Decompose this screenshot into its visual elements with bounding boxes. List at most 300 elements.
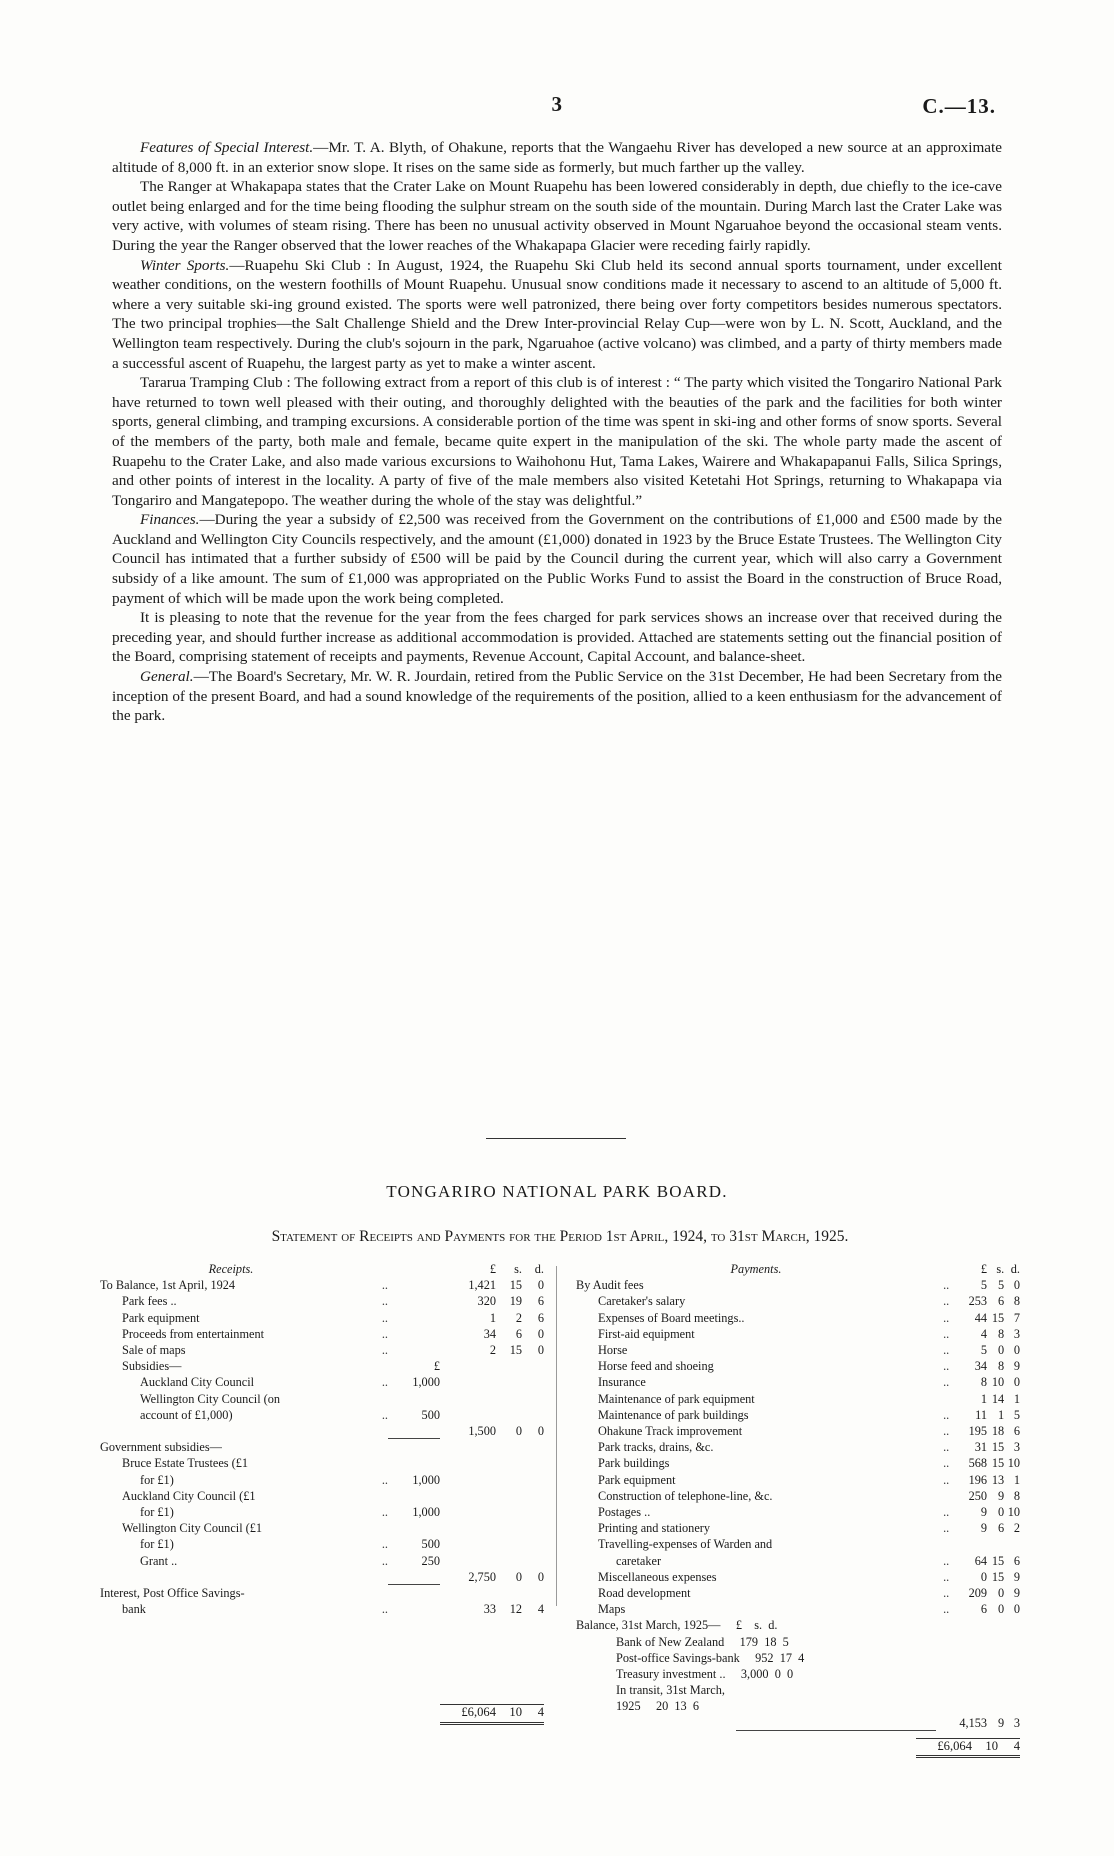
row-subtotal [388,1456,440,1472]
row-leader: .. [943,1569,950,1584]
row-description: Horse feed and shoeing [598,1359,714,1374]
row-description: Subsidies— [122,1359,182,1374]
payments-heading: Payments. [730,1262,782,1276]
row-shillings: 6 [515,1326,522,1341]
row-pence: 7 [1013,1310,1020,1325]
row-description: Park buildings [598,1456,670,1471]
document-code: C.—13. [922,94,996,118]
row-shillings: 0 [515,1569,522,1584]
row-pounds [440,1537,496,1553]
table-row [576,1521,1020,1537]
row-leader: .. [943,1586,950,1601]
row-description: Interest, Post Office Savings- [100,1586,245,1601]
balance-item-description: 1925 20 13 6 [616,1699,700,1714]
row-leader: .. [381,1602,388,1617]
table-row [576,1375,1020,1391]
row-shillings: 9 [998,1488,1005,1503]
row-subtotal [388,1570,440,1586]
balance-item-description: In transit, 31st March, [616,1683,725,1698]
table-row [100,1408,544,1424]
row-pence [522,1521,544,1537]
balance-total-row [576,1716,1020,1732]
row-pence [522,1359,544,1375]
balance-total-pounds: 4,153 [959,1715,988,1730]
row-pounds: 5 [980,1278,988,1293]
row-description: By Audit fees [576,1278,644,1293]
row-shillings: 15 [509,1278,522,1293]
table-row [576,1294,1020,1310]
row-shillings: 2 [515,1310,522,1325]
table-row [576,1456,1020,1472]
table-row [100,1424,544,1440]
row-leader: .. [381,1278,388,1293]
row-leader: .. [943,1456,950,1471]
row-shillings [496,1392,522,1408]
payments-col-shillings: s. [996,1262,1005,1276]
row-shillings [496,1505,522,1521]
row-description: Expenses of Board meetings.. [598,1310,745,1325]
row-pounds [440,1408,496,1424]
row-description: for £1) [140,1537,174,1552]
paragraph: Winter Sports.—Ruapehu Ski Club : In August, 1924, the Ruapehu Ski Club held its second annual sports tournament, under excellent weather conditions, on the western foothills of Mount Ruapehu. Unusual snow conditions made it necessary to ascend to an altitude of 5,000 ft. where a very suitable ski-ing ground existed. The sports were well patronized, there being over forty competitors besides numerous spectators. The two principal trophies—the Salt Challenge Shield and the Drew Inter-provincial Relay Cup—were won by L. N. Scott, Auckland, and the Wellington team respectively. During the club's sojourn in the park, Ngaruahoe (active volcano) was climbed, and a party of thirty members made a successful ascent of Ruapehu, the largest party as yet to make a winter ascent. [112,256,1002,372]
row-shillings: 0 [515,1424,522,1439]
row-shillings: 8 [998,1326,1005,1341]
row-description: for £1) [140,1472,174,1487]
row-subtotal [388,1311,440,1327]
table-row [100,1521,544,1537]
row-pounds: 209 [968,1586,988,1601]
row-pence: 0 [1013,1343,1020,1358]
row-pounds [949,1537,987,1553]
row-subtotal [388,1343,440,1359]
section-divider-rule [486,1138,626,1139]
table-row [100,1392,544,1408]
paragraph: Finances.—During the year a subsidy of £2,500 was received from the Government on the contributions of £1,000 and £500 made by the Auckland and Wellington City Councils respectively, and the amount (£1,000) donated in 1923 by the Bruce Estate Trustees. The Wellington City Council has intimated that a further subsidy of £500 will be paid by the Council during the current year, which will also carry a Government subsidy of a like amount. The sum of £1,000 was appropriated on the Public Works Fund to assist the Board in the construction of Bruce Road, payment of which will be made upon the work being completed. [112,511,1002,607]
table-row [100,1537,544,1553]
row-description: To Balance, 1st April, 1924 [100,1278,236,1293]
row-pence: 2 [1013,1521,1020,1536]
row-leader [362,1456,388,1472]
balance-item-row [576,1683,1020,1699]
row-leader: .. [381,1310,388,1325]
row-shillings [496,1456,522,1472]
row-pounds: 11 [975,1407,988,1422]
payments-header-row [576,1262,1020,1278]
row-description [100,1570,362,1586]
row-pence: 6 [1013,1424,1020,1439]
receipts-col-pounds: £ [489,1262,496,1276]
paragraph: It is pleasing to note that the revenue for the year from the fees charged for park services shows an increase over that received during the preceding year, and should further increase as additional accommodation is provided. Attached are statements setting out the financial position of the Board, comprising statement of receipts and payments, Revenue Account, Capital Account, and balance-sheet. [112,609,1002,666]
row-pounds: 5 [980,1343,988,1358]
row-shillings: 15 [991,1456,1005,1471]
row-pence: 9 [1013,1569,1020,1584]
receipts-col-pence: d. [534,1262,544,1276]
receipts-heading: Receipts. [208,1262,254,1276]
row-pounds [440,1375,496,1391]
row-pounds [440,1521,496,1537]
row-shillings: 15 [991,1553,1005,1568]
row-pence [522,1554,544,1570]
row-shillings [496,1586,522,1602]
row-pounds: 253 [968,1294,988,1309]
row-pounds [440,1392,496,1408]
table-row [576,1473,1020,1489]
row-shillings: 5 [998,1278,1005,1293]
row-shillings: 15 [991,1310,1005,1325]
row-pounds: 2 [489,1343,496,1358]
row-description: Proceeds from entertainment [122,1326,265,1341]
row-shillings: 8 [998,1359,1005,1374]
table-row [100,1456,544,1472]
row-pence [522,1392,544,1408]
table-row [100,1586,544,1602]
row-leader: .. [943,1505,950,1520]
row-leader: .. [381,1553,388,1568]
row-pence [522,1537,544,1553]
row-pounds: 9 [980,1505,988,1520]
payments-table [576,1262,1020,1732]
receipts-table [100,1262,544,1618]
row-pence [522,1586,544,1602]
table-row [576,1359,1020,1375]
row-subtotal [388,1489,440,1505]
body-text [112,138,1002,726]
row-pence: 0 [537,1326,544,1341]
balance-item-row [576,1635,1020,1651]
page-number: 3 [551,92,563,116]
balance-item-row [576,1699,1020,1715]
payments-col-pence: d. [1010,1262,1020,1276]
page-header [0,92,1114,122]
row-pounds: 33 [483,1602,496,1617]
row-pence: 0 [537,1343,544,1358]
table-row [576,1489,1020,1505]
row-leader: .. [943,1310,950,1325]
row-leader [362,1359,388,1375]
balance-total-shillings: 9 [998,1715,1005,1730]
statement-heading: Statement of Receipts and Payments for the Period 1st April, 1924, to 31st March, 1925. [271,1228,849,1245]
row-description: caretaker [616,1553,662,1568]
payments-total-pence: 4 [998,1738,1020,1756]
row-subtotal [388,1392,440,1408]
receipts-total-shillings: 10 [496,1705,522,1723]
row-pounds: 34 [483,1326,496,1341]
row-description: Postages .. [598,1505,651,1520]
table-row [100,1278,544,1294]
row-pounds: 1 [489,1310,496,1325]
balance-total-pence: 3 [1013,1715,1020,1730]
row-shillings [496,1359,522,1375]
row-subtotal [388,1586,440,1602]
row-shillings [496,1375,522,1391]
row-description: account of £1,000) [140,1407,233,1422]
row-leader: .. [943,1407,950,1422]
table-row [576,1327,1020,1343]
row-shillings [496,1521,522,1537]
row-subtotal: 500 [421,1407,440,1422]
row-leader: .. [943,1375,950,1390]
row-description: Caretaker's salary [598,1294,686,1309]
row-shillings: 13 [991,1472,1005,1487]
row-pence: 0 [1013,1375,1020,1390]
row-description: Grant .. [140,1553,178,1568]
paragraph: Features of Special Interest.—Mr. T. A. Blyth, of Ohakune, reports that the Wangaehu River has developed a new source at an approximate altitude of 8,000 ft. in an exterior snow slope. It rises on the same side as formerly, but much farther up the valley. [112,139,1002,176]
row-leader: .. [943,1553,950,1568]
payments-total-pounds: £6,064 [916,1738,972,1756]
row-subtotal [388,1327,440,1343]
row-pence: 1 [1013,1391,1020,1406]
table-row [100,1570,544,1586]
table-row [100,1327,544,1343]
row-leader: .. [381,1294,388,1309]
row-leader: .. [381,1407,388,1422]
row-pence: 8 [1013,1294,1020,1309]
table-row [576,1570,1020,1586]
row-pounds: 2,750 [468,1569,496,1584]
row-pounds [440,1456,496,1472]
receipts-column [100,1262,544,1758]
row-description: Wellington City Council (£1 [122,1521,263,1536]
table-row [576,1311,1020,1327]
row-pounds: 0 [980,1569,988,1584]
row-pounds: 6 [980,1602,988,1617]
row-pence: 0 [537,1278,544,1293]
paragraph: Tararua Tramping Club : The following extract from a report of this club is of interest : “ The party which visited the Tongariro National Park have returned to town well pleased with their outing, and thoroughly delighted with the beauties of the park and the facilities for both winter sports, general climbing, and tramping excursions. A considerable portion of the time was spent in ski-ing and other forms of snow sports. Several of the members of the party, both male and female, became quite expert in the manipulation of the ski. The whole party made the ascent of Ruapehu to the Crater Lake, and also made various excursions to Waihohonu Hut, Tama Lakes, Wairere and Whakapapanui Falls, Silica Springs, and other points of interest in the locality. A party of five of the male members also visited Ketetahi Hot Springs, returning to Whakapapa via Tongariro and Mangatepopo. The weather during the whole of the stay was delightful.” [112,374,1002,509]
table-row [100,1473,544,1489]
row-leader: .. [381,1472,388,1487]
row-pounds: 195 [968,1424,988,1439]
row-pence: 8 [1013,1488,1020,1503]
row-description [100,1424,362,1440]
row-shillings: 1 [998,1407,1005,1422]
balance-item-description: Bank of New Zealand 179 18 5 [616,1634,789,1649]
accounts-tables [100,1262,1020,1758]
row-subtotal: £ [433,1359,440,1374]
row-leader [362,1521,388,1537]
row-shillings: 6 [998,1294,1005,1309]
row-pence: 3 [1013,1326,1020,1341]
row-pounds: 1,500 [468,1424,496,1439]
balance-item-row [576,1667,1020,1683]
table-row [100,1359,544,1375]
row-leader: .. [381,1505,388,1520]
row-shillings: 14 [991,1391,1005,1406]
row-pence: 1 [1013,1472,1020,1487]
receipts-total-pounds: £6,064 [440,1705,496,1723]
receipts-total-table [100,1704,544,1724]
receipts-total-row [100,1705,544,1723]
balance-label: Balance, 31st March, 1925— £ s. d. [576,1618,778,1633]
row-pounds: 44 [974,1310,988,1325]
row-pence [522,1473,544,1489]
row-pence [522,1456,544,1472]
row-shillings [496,1440,522,1456]
row-leader: .. [943,1294,950,1309]
table-row [100,1440,544,1456]
row-shillings [496,1408,522,1424]
row-leader: .. [943,1440,950,1455]
table-row [100,1602,544,1618]
row-pounds: 4 [980,1326,988,1341]
row-pounds: 64 [974,1553,988,1568]
table-row [576,1440,1020,1456]
row-subtotal [388,1521,440,1537]
row-shillings: 18 [991,1424,1005,1439]
table-row [576,1424,1020,1440]
row-description: Auckland City Council (£1 [122,1488,256,1503]
table-row [576,1408,1020,1424]
row-description: Construction of telephone-line, &c. [598,1488,773,1503]
row-pounds: 34 [974,1359,988,1374]
balance-item-description: Treasury investment .. 3,000 0 0 [616,1667,794,1682]
table-row [576,1278,1020,1294]
row-leader: .. [943,1359,950,1374]
table-row [100,1505,544,1521]
payments-column [576,1262,1020,1758]
row-shillings [496,1489,522,1505]
row-pounds: 250 [968,1488,988,1503]
balance-item-description: Post-office Savings-bank 952 17 4 [616,1650,805,1665]
row-pounds: 1,421 [468,1278,496,1293]
row-shillings [496,1537,522,1553]
receipts-total-pence: 4 [522,1705,544,1723]
row-leader: .. [943,1472,950,1487]
row-description: Park fees .. [122,1294,177,1309]
row-description: Park equipment [598,1472,676,1487]
row-pounds [440,1359,496,1375]
row-shillings: 0 [998,1505,1005,1520]
paragraph: The Ranger at Whakapapa states that the Crater Lake on Mount Ruapehu has been lowered considerably in depth, due chiefly to the ice-cave outlet being enlarged and for the time being flooding the sulphur stream on the south side of the mountain. During March last the Crater Lake was very active, with volumes of steam rising. There has been no unusual activity observed in Mount Ngaruahoe beyond the occasional steam vents. During the year the Ranger observed that the lower reaches of the Whakapapa Glacier were receding fairly rapidly. [112,178,1002,254]
row-shillings: 12 [509,1602,522,1617]
row-subtotal: 500 [421,1537,440,1552]
row-pence [522,1505,544,1521]
row-leader [362,1424,388,1440]
row-leader: .. [943,1424,950,1439]
row-pence: 0 [1013,1278,1020,1293]
table-row [576,1602,1020,1618]
row-pence: 10 [1007,1505,1020,1520]
row-description: bank [122,1602,146,1617]
row-leader: .. [381,1375,388,1390]
row-description: for £1) [140,1505,174,1520]
row-description: Insurance [598,1375,646,1390]
row-pence [1004,1537,1020,1553]
row-subtotal: 1,000 [412,1472,440,1487]
row-pence: 10 [1007,1456,1020,1471]
row-description: Printing and stationery [598,1521,711,1536]
table-row [576,1537,1020,1553]
row-description: Park tracks, drains, &c. [598,1440,714,1455]
row-pounds: 568 [968,1456,988,1471]
table-row [100,1489,544,1505]
balance-item-row [576,1651,1020,1667]
row-description: Bruce Estate Trustees (£1 [122,1456,249,1471]
row-pence: 6 [537,1310,544,1325]
row-leader [362,1440,388,1456]
table-row [576,1343,1020,1359]
row-leader: .. [943,1602,950,1617]
row-pence: 6 [537,1294,544,1309]
row-leader [936,1392,949,1408]
row-description: Maintenance of park buildings [598,1407,749,1422]
row-pence: 3 [1013,1440,1020,1455]
table-row [100,1311,544,1327]
row-pence [522,1408,544,1424]
row-description: Horse [598,1343,628,1358]
row-pounds: 1 [980,1391,988,1406]
table-row [576,1505,1020,1521]
table-row [576,1554,1020,1570]
table-row [100,1294,544,1310]
row-subtotal [388,1278,440,1294]
row-shillings: 10 [991,1375,1005,1390]
payments-total-shillings: 10 [972,1738,998,1756]
receipts-header-row [100,1262,544,1278]
row-description: Sale of maps [122,1343,186,1358]
row-leader [362,1586,388,1602]
payments-total-row [576,1738,1020,1756]
row-subtotal: 1,000 [412,1375,440,1390]
row-pounds [440,1473,496,1489]
row-leader [936,1489,949,1505]
row-description: Park equipment [122,1310,200,1325]
row-shillings [496,1554,522,1570]
row-shillings: 15 [991,1440,1005,1455]
row-pounds: 320 [477,1294,496,1309]
row-leader: .. [381,1537,388,1552]
row-pounds [440,1489,496,1505]
payments-total-table [576,1738,1020,1758]
row-pounds: 31 [974,1440,988,1455]
payments-col-pounds: £ [980,1262,988,1276]
row-leader: .. [381,1326,388,1341]
row-description: Wellington City Council (on [140,1391,281,1406]
row-description: Maps [598,1602,626,1617]
row-pence: 6 [1013,1553,1020,1568]
row-subtotal [388,1602,440,1618]
table-row [100,1554,544,1570]
row-pence [522,1440,544,1456]
row-shillings: 0 [998,1343,1005,1358]
row-leader: .. [381,1343,388,1358]
row-leader: .. [943,1521,950,1536]
row-shillings: 19 [509,1294,522,1309]
row-description: First-aid equipment [598,1326,695,1341]
row-description: Travelling-expenses of Warden and [598,1537,773,1552]
row-pence: 9 [1013,1586,1020,1601]
table-row [576,1392,1020,1408]
row-pence [522,1489,544,1505]
table-row [100,1343,544,1359]
balance-heading-row [576,1618,1020,1634]
paragraph: General.—The Board's Secretary, Mr. W. R. Jourdain, retired from the Public Service on the 31st December, He had been Secretary from the inception of the present Board, and had a sound knowledge of the requirements of the position, allied to a keen enthusiasm for the advancement of the park. [112,668,1002,725]
row-leader [362,1570,388,1586]
row-shillings [987,1537,1004,1553]
row-description: Government subsidies— [100,1440,222,1455]
row-description: Miscellaneous expenses [598,1569,717,1584]
row-leader: .. [943,1326,950,1341]
row-pounds [440,1440,496,1456]
row-description: Maintenance of park equipment [598,1391,755,1406]
row-leader: .. [943,1343,950,1358]
receipts-col-shillings: s. [514,1262,522,1276]
row-leader [362,1489,388,1505]
row-pence: 0 [537,1569,544,1584]
row-pounds [440,1554,496,1570]
row-subtotal: 250 [421,1553,440,1568]
row-description: Ohakune Track improvement [598,1424,743,1439]
row-pounds: 196 [968,1472,988,1487]
